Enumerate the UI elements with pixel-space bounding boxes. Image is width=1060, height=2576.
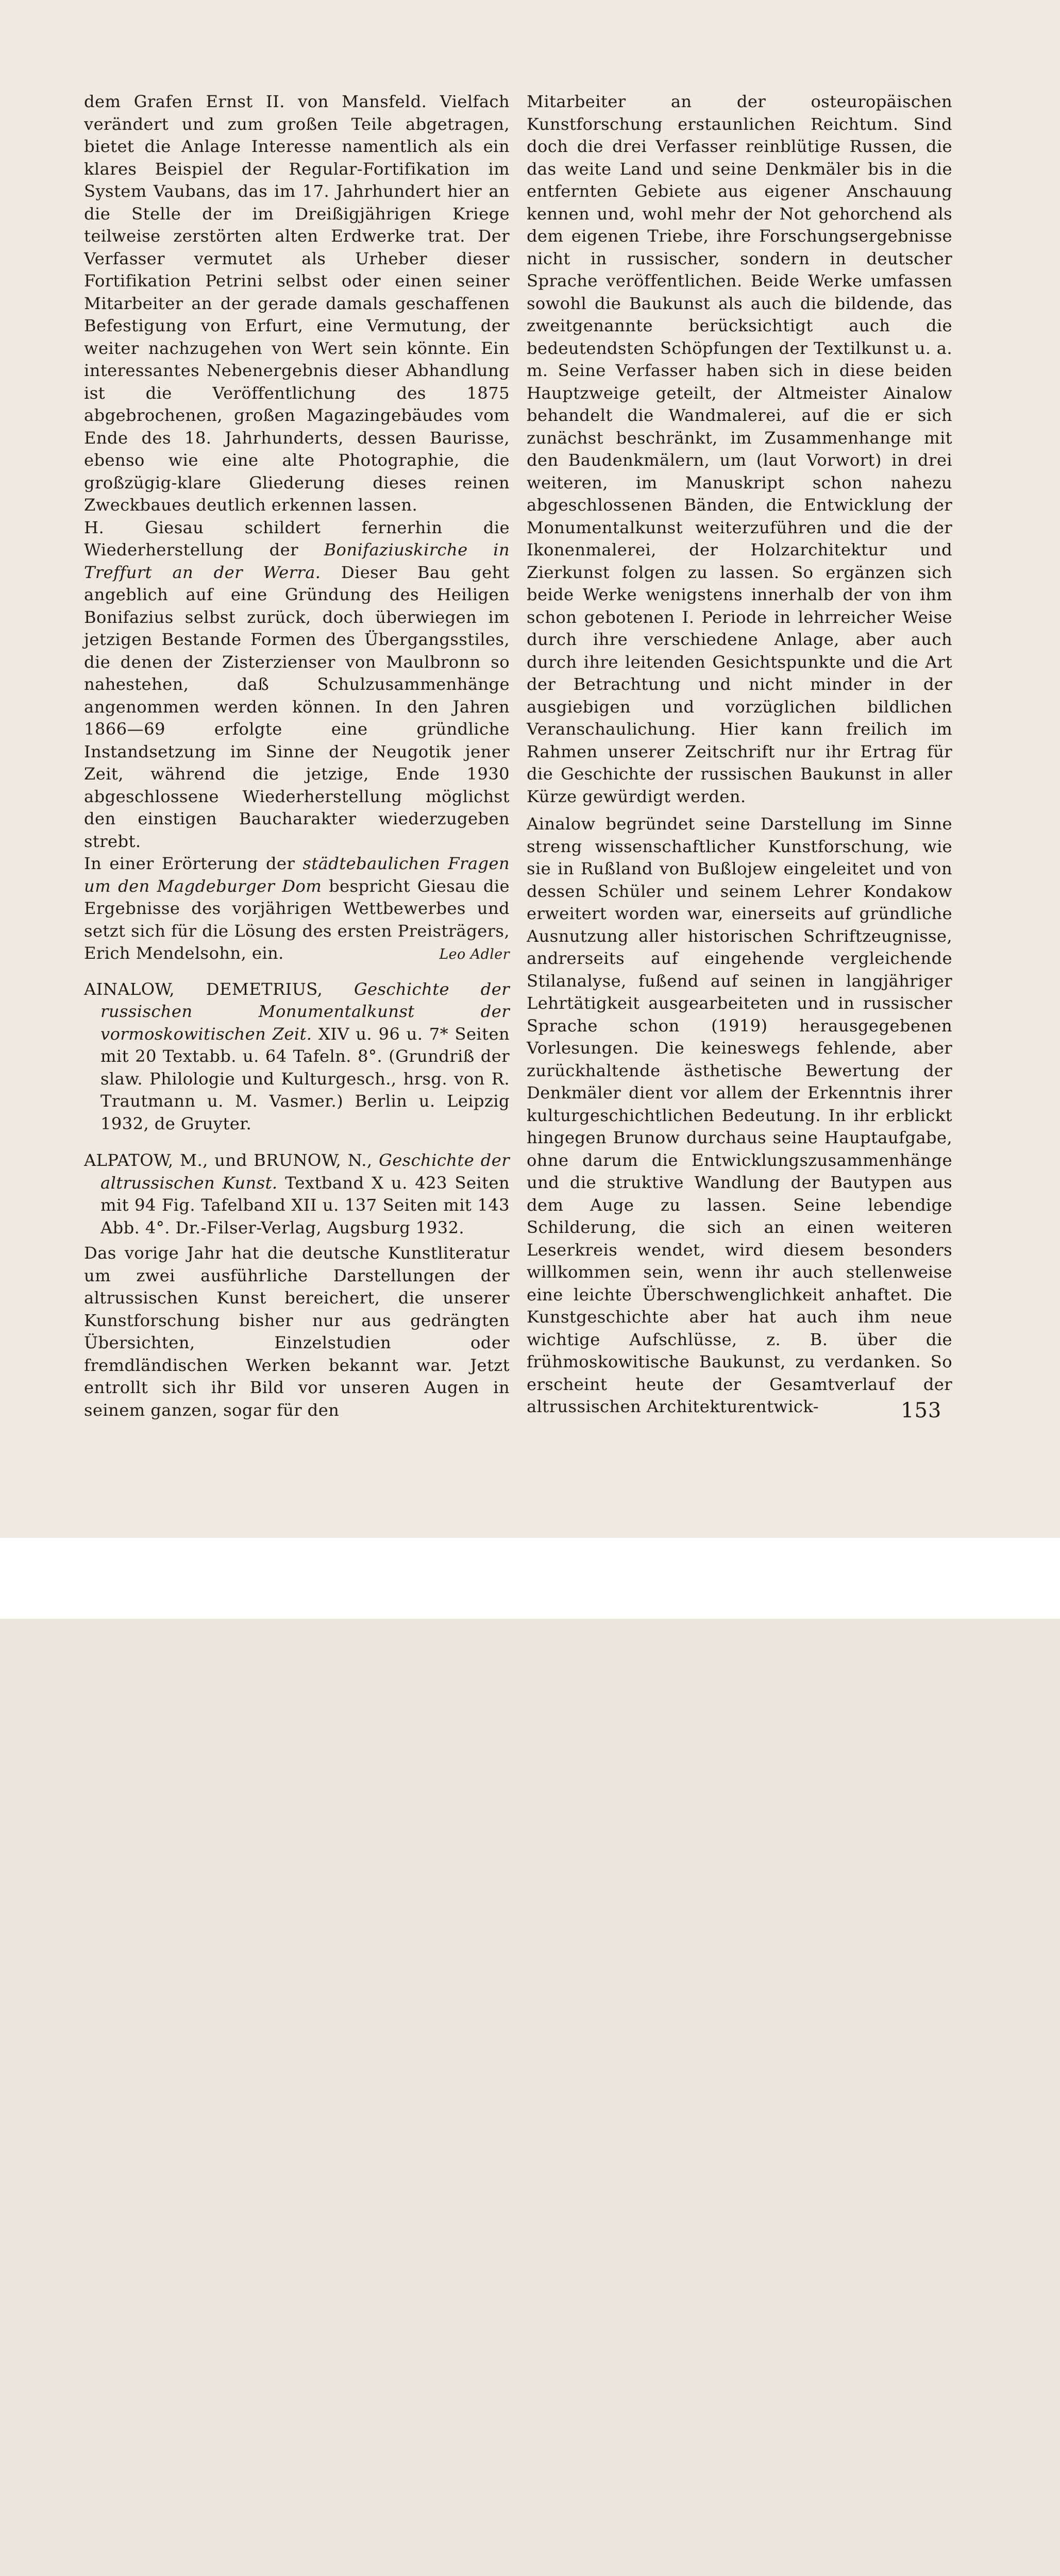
right-column [527, 91, 952, 1418]
italic-title: Bonifaziuskirche in Treffurt an der Werra. [84, 540, 510, 582]
page-number: 153 [901, 1399, 942, 1422]
entry-author: AINALOW, DEMETRIUS, [84, 979, 354, 999]
text-run: Dieser Bau geht angeblich auf eine Gründung des Heiligen Bonifazius selbst zurück, doch überwiegen im jetzigen Bestande Formen des Übergangsstiles, die denen der Zisterzienser von Maulbronn so nahestehen, daß Schulzusammenhänge angenommen werden können. In den Jahren 1866—69 erfolgte eine gründliche Instandsetzung im Sinne der Neugotik jener Zeit, während die jetzige, Ende 1930 abgeschlossene Wiederherstellung möglichst den einstigen Baucharakter wiederzugeben strebt. [84, 562, 510, 851]
entry-details: Textband X u. 423 Seiten mit 94 Fig. Tafelband XII u. 137 Seiten mit 143 Abb. 4°. Dr.-Filser-Verlag, Augsburg 1932. [100, 1173, 510, 1238]
entry-title: Geschichte der altrussischen Kunst. [100, 1150, 510, 1193]
entry-author: ALPATOW, M., und BRUNOW, N., [84, 1150, 379, 1170]
paragraph [84, 517, 510, 853]
text-run: H. Giesau schildert fernerhin die Wiederherstellung der [84, 517, 510, 560]
left-column [84, 91, 510, 1421]
bibliography-entry [84, 978, 510, 1136]
text-run: bespricht Giesau die Ergebnisse des vorjährigen Wettbewerbes und setzt sich für die Lösung des ersten Preisträgers, Erich Mendelsohn, ein. [84, 876, 510, 963]
paragraph: Das vorige Jahr hat die deutsche Kunstliteratur um zwei ausführliche Darstellungen der altrussischen Kunst bereichert, die unserer Kunstforschung bisher nur aus gedrängten Übersichten, Einzelstudien oder fremdländischen Werken bekannt war. Jetzt entrollt sich ihr Bild vor unseren Augen in seinem ganzen, sogar für den [84, 1243, 510, 1420]
entry-details: XIV u. 96 u. 7* Seiten mit 20 Textabb. u. 64 Tafeln. 8°. (Grundriß der slaw. Philologie und Kulturgesch., hrsg. von R. Trautmann u. M. Vasmer.) Berlin u. Leipzig 1932, de Gruyter. [100, 1024, 510, 1133]
text-run: In einer Erörterung der [84, 854, 303, 873]
italic-title: städtebaulichen Fragen um den Magdeburger Dom [84, 854, 510, 896]
paragraph: dem Grafen Ernst II. von Mansfeld. Vielfach verändert und zum großen Teile abgetragen, bietet die Anlage Interesse namentlich als ein klares Beispiel der Regular-Fortifikation im System Vaubans, das im 17. Jahrhundert hier an die Stelle der im Dreißigjährigen Kriege teilweise zerstörten alten Erdwerke trat. Der Verfasser vermutet als Urheber dieser Fortifikation Petrini selbst oder einen seiner Mitarbeiter an der gerade damals geschaffenen Befestigung von Erfurt, eine Vermutung, der weiter nachzugehen von Wert sein könnte. Ein interessantes Nebenergebnis dieser Abhandlung ist die Veröffentlichung des 1875 abgebrochenen, großen Magazingebäudes vom Ende des 18. Jahrhunderts, dessen Baurisse, ebenso wie eine alte Photographie, die großzügig-klare Gliederung dieses reinen Zweckbaues deutlich erkennen lassen. [84, 92, 510, 515]
paragraph: Mitarbeiter an der osteuropäischen Kunstforschung erstaunlichen Reichtum. Sind doch die drei Verfasser reinblütige Russen, die das weite Land und seine Denkmäler bis in die entfernten Gebiete aus eigener Anschauung kennen und, wohl mehr der Not gehorchend als dem eigenen Triebe, ihre Forschungsergebnisse nicht in russischer, sondern in deutscher Sprache veröffentlichen. Beide Werke umfassen sowohl die Baukunst als auch die bildende, das zweitgenannte berücksichtigt auch die bedeutendsten Schöpfungen der Textilkunst u. a. m. Seine Verfasser haben sich in diese beiden Hauptzweige geteilt, der Altmeister Ainalow behandelt die Wandmalerei, auf die er sich zunächst beschränkt, im Zusammenhange mit den Baudenkmälern, um (laut Vorwort) in drei weiteren, im Manuskript schon nahezu abgeschlossenen Bänden, die Entwicklung der Monumentalkunst weiterzuführen und die der Ikonenmalerei, der Holzarchitektur und Zierkunst folgen zu lassen. So ergänzen sich beide Werke wenigstens innerhalb der von ihm schon gebotenen I. Periode in lehrreicher Weise durch ihre verschiedene Anlage, aber auch durch ihre leitenden Gesichtspunkte und die Art der Betrachtung und nicht minder in der ausgiebigen und vorzüglichen bildlichen Veranschaulichung. Hier kann freilich im Rahmen unserer Zeitschrift nur ihr Ertrag für die Geschichte der russischen Baukunst in aller Kürze gewürdigt werden. [527, 92, 952, 806]
bibliography-entry [84, 1149, 510, 1239]
author-signature: Leo Adler [439, 946, 510, 962]
paragraph: Ainalow begründet seine Darstellung im Sinne streng wissenschaftlicher Kunstforschung, wie sie in Rußland von Bußlojew eingeleitet und von dessen Schüler und seinem Lehrer Kondakow erweitert worden war, einerseits auf gründliche Ausnutzung aller historischen Schriftzeugnisse, andrerseits auf eingehende vergleichende Stilanalyse, fußend auf seinen in langjähriger Lehrtätigkeit ausgearbeiteten und in russischer Sprache schon (1919) herausgegebenen Vorlesungen. Die keineswegs fehlende, aber zurückhaltende ästhetische Bewertung der Denkmäler dient vor allem der Erkenntnis ihrer kulturgeschichtlichen Bedeutung. In ihr erblickt hingegen Brunow durchaus seine Hauptaufgabe, ohne darum die Entwicklungszusammenhänge und die struktive Wandlung der Bautypen aus dem Auge zu lassen. Seine lebendige Schilderung, die sich an einen weiteren Leserkreis wendet, wird diesem besonders willkommen sein, wenn ihr auch stellenweise eine leichte Überschwenglichkeit anhaftet. Die Kunstgeschichte aber hat auch ihm neue wichtige Aufschlüsse, z. B. über die frühmoskowitische Baukunst, zu verdanken. So erscheint heute der Gesamtverlauf der altrussischen Architekturentwick- [527, 814, 952, 1416]
footer-bar [0, 1538, 1060, 1619]
entry-title: Geschichte der russischen Monumentalkunst der vormoskowitischen Zeit. [100, 979, 510, 1044]
paragraph [84, 853, 510, 965]
